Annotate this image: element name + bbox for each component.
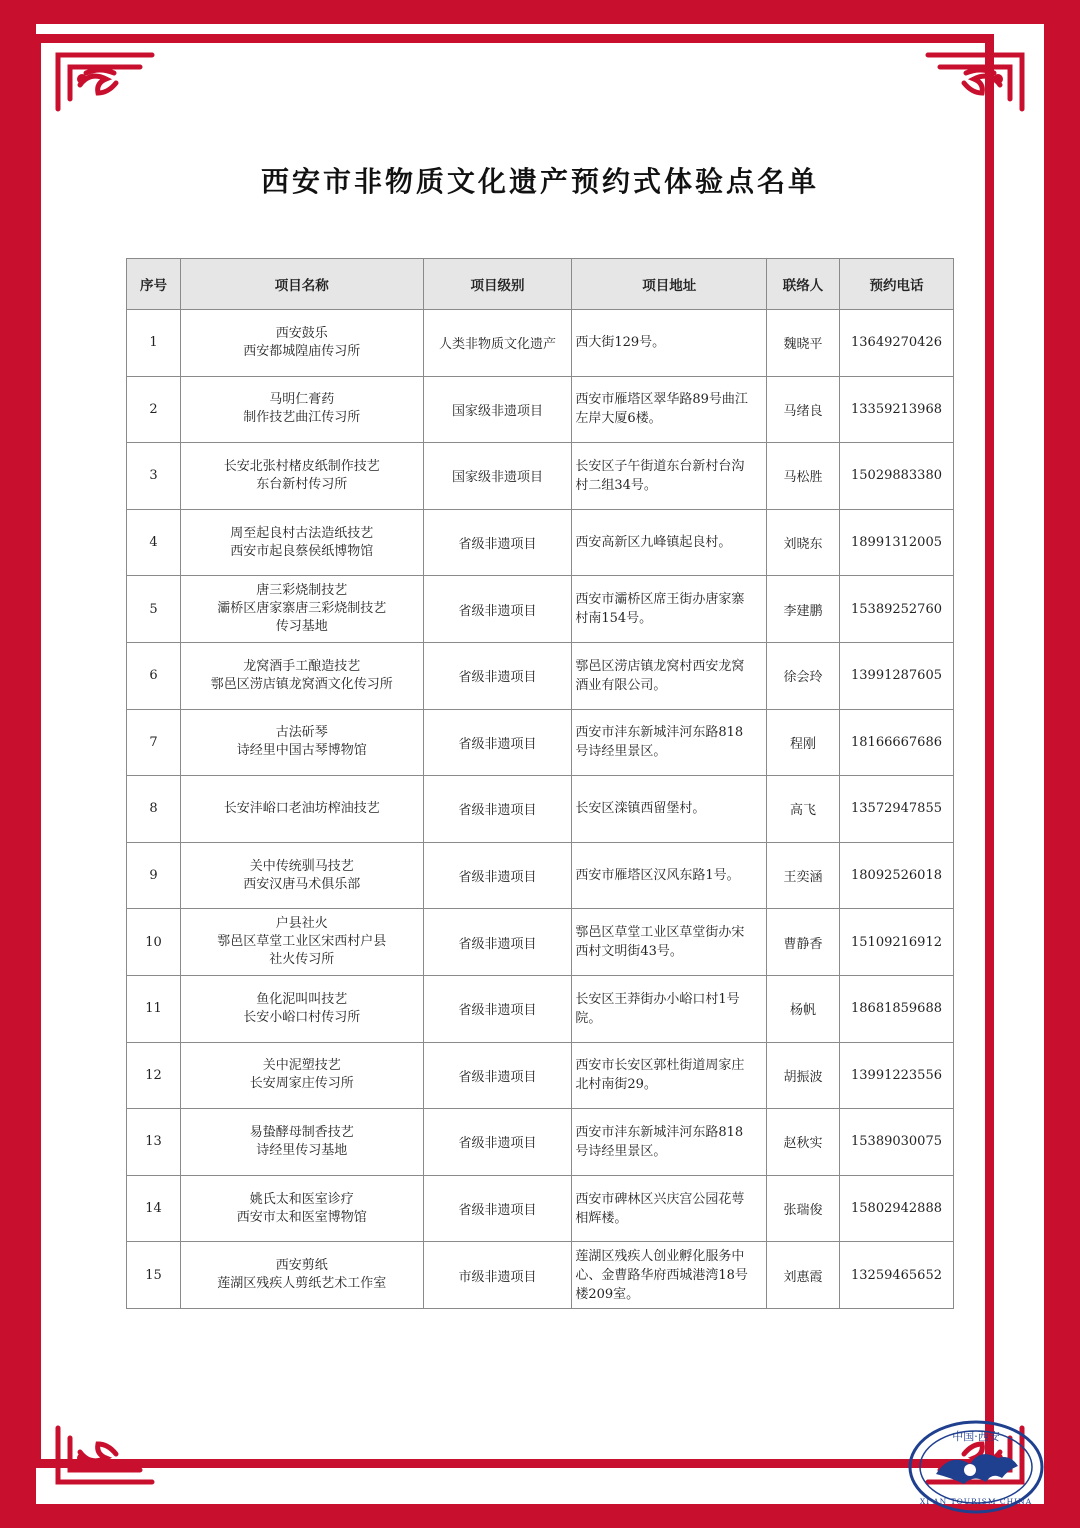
cell-name [180, 1042, 423, 1109]
cell-name-line: 龙窝酒手工酿造技艺 [243, 658, 361, 674]
cell-name-line: 西安鼓乐 [275, 325, 328, 341]
cell-name-line: 马明仁膏药 [269, 392, 335, 408]
cell-address-line: 左岸大厦6楼。 [575, 411, 662, 427]
cell-name-line: 唐三彩烧制技艺 [256, 583, 348, 599]
cell-level: 人类非物质文化遗产 [423, 310, 572, 377]
cell-contact: 赵秋实 [767, 1109, 840, 1176]
cell-address [572, 1042, 767, 1109]
cell-level: 省级非遗项目 [423, 509, 572, 576]
cell-address [572, 975, 767, 1042]
table-row [127, 1042, 954, 1109]
cell-name-line: 姚氏太和医室诊疗 [249, 1191, 354, 1207]
cell-contact: 马松胜 [767, 443, 840, 510]
corner-ornament-icon [52, 1422, 162, 1492]
cell-name-line: 诗经里传习基地 [256, 1142, 348, 1158]
cell-phone: 18991312005 [839, 509, 953, 576]
cell-name-line: 长安周家庄传习所 [249, 1076, 354, 1092]
cell-address-line: 西安高新区九峰镇起良村。 [575, 535, 732, 551]
cell-name-line: 西安剪纸 [275, 1258, 328, 1274]
cell-address [572, 310, 767, 377]
cell-contact: 魏晓平 [767, 310, 840, 377]
table-row [127, 1109, 954, 1176]
cell-phone: 13991287605 [839, 642, 953, 709]
cell-no: 10 [127, 909, 181, 976]
cell-contact: 王奕涵 [767, 842, 840, 909]
cell-address-line: 长安区滦镇西留堡村。 [575, 801, 706, 817]
cell-phone: 13649270426 [839, 310, 953, 377]
cell-name-line: 户县社火 [275, 916, 328, 932]
cell-address [572, 1242, 767, 1309]
cell-address-line: 心、金曹路华府西城港湾18号 [575, 1267, 748, 1283]
table-row [127, 509, 954, 576]
cell-level: 国家级非遗项目 [423, 376, 572, 443]
cell-name [180, 1109, 423, 1176]
cell-name-line: 传习基地 [275, 619, 328, 635]
cell-name-line: 灞桥区唐家寨唐三彩烧制技艺 [217, 601, 387, 617]
cell-address [572, 776, 767, 843]
cell-name-line: 易蛰酵母制香技艺 [249, 1124, 354, 1140]
cell-name-line: 制作技艺曲江传习所 [243, 410, 361, 426]
cell-name-line: 关中泥塑技艺 [262, 1058, 341, 1074]
cell-no: 7 [127, 709, 181, 776]
cell-contact: 胡振波 [767, 1042, 840, 1109]
cell-no: 14 [127, 1175, 181, 1242]
cell-name-line: 社火传习所 [269, 952, 335, 968]
table-row [127, 909, 954, 976]
cell-address-line: 西村文明街43号。 [575, 944, 683, 960]
cell-name-line: 周至起良村古法造纸技艺 [230, 525, 374, 541]
cell-address-line: 西安市长安区郭杜街道周家庄 [575, 1058, 745, 1074]
cell-address-line: 北村南街29。 [575, 1077, 657, 1093]
cell-name-line: 鄠邑区草堂工业区宋西村户县 [217, 934, 387, 950]
cell-address [572, 709, 767, 776]
table-row [127, 975, 954, 1042]
cell-address-line: 西安市灞桥区席王街办唐家寨 [575, 592, 745, 608]
cell-phone: 15802942888 [839, 1175, 953, 1242]
cell-name [180, 842, 423, 909]
cell-name [180, 509, 423, 576]
table-row [127, 1242, 954, 1309]
header-level: 项目级别 [423, 259, 572, 310]
stamp-text-bottom: XI'AN TOURISM CHINA [919, 1497, 1033, 1506]
cell-name [180, 975, 423, 1042]
cell-no: 12 [127, 1042, 181, 1109]
cell-name-line: 长安小峪口村传习所 [243, 1009, 361, 1025]
cell-contact: 曹静香 [767, 909, 840, 976]
xian-tourism-stamp-icon [906, 1418, 1046, 1516]
cell-no: 8 [127, 776, 181, 843]
cell-level: 省级非遗项目 [423, 909, 572, 976]
table-row [127, 443, 954, 510]
cell-address-line: 长安区子午街道东台新村台沟 [575, 458, 745, 474]
cell-address-line: 莲湖区残疾人创业孵化服务中 [575, 1248, 745, 1264]
cell-address-line: 相辉楼。 [575, 1210, 628, 1226]
cell-phone: 13572947855 [839, 776, 953, 843]
stamp-text-top: 中国·西安 [952, 1430, 1000, 1443]
cell-address [572, 376, 767, 443]
cell-address-line: 鄠邑区涝店镇龙窝村西安龙窝 [575, 658, 745, 674]
cell-address-line: 鄠邑区草堂工业区草堂街办宋 [575, 925, 745, 941]
cell-address [572, 842, 767, 909]
table-row [127, 310, 954, 377]
experience-sites-table [126, 258, 954, 1309]
cell-address-line: 楼209室。 [575, 1286, 640, 1302]
cell-name-line: 鄠邑区涝店镇龙窝酒文化传习所 [210, 676, 393, 692]
cell-level: 省级非遗项目 [423, 842, 572, 909]
cell-address [572, 509, 767, 576]
table-row [127, 576, 954, 643]
cell-no: 15 [127, 1242, 181, 1309]
cell-address [572, 576, 767, 643]
cell-no: 2 [127, 376, 181, 443]
cell-address [572, 642, 767, 709]
table-header-row [127, 259, 954, 310]
cell-address-line: 酒业有限公司。 [575, 677, 667, 693]
cell-address-line: 西安市沣东新城沣河东路818 [575, 725, 744, 741]
header-name: 项目名称 [180, 259, 423, 310]
table-row [127, 842, 954, 909]
cell-no: 4 [127, 509, 181, 576]
cell-level: 国家级非遗项目 [423, 443, 572, 510]
table-row [127, 709, 954, 776]
cell-phone: 15389030075 [839, 1109, 953, 1176]
cell-name [180, 776, 423, 843]
cell-address-line: 长安区王莽街办小峪口村1号 [575, 991, 740, 1007]
cell-phone: 18681859688 [839, 975, 953, 1042]
cell-contact: 马绪良 [767, 376, 840, 443]
table-row [127, 642, 954, 709]
cell-contact: 程刚 [767, 709, 840, 776]
cell-address-line: 号诗经里景区。 [575, 744, 667, 760]
cell-level: 省级非遗项目 [423, 709, 572, 776]
corner-ornament-icon [52, 45, 162, 115]
cell-no: 13 [127, 1109, 181, 1176]
cell-no: 5 [127, 576, 181, 643]
cell-contact: 徐会玲 [767, 642, 840, 709]
cell-level: 省级非遗项目 [423, 1175, 572, 1242]
cell-name-line: 东台新村传习所 [256, 476, 348, 492]
cell-contact: 李建鹏 [767, 576, 840, 643]
cell-contact: 高飞 [767, 776, 840, 843]
header-no: 序号 [127, 259, 181, 310]
cell-address-line: 西大街129号。 [575, 335, 666, 351]
cell-name [180, 909, 423, 976]
cell-phone: 15109216912 [839, 909, 953, 976]
corner-ornament-icon [918, 45, 1028, 115]
cell-name-line: 长安北张村楮皮纸制作技艺 [223, 458, 380, 474]
table-row [127, 776, 954, 843]
table-body [127, 310, 954, 1309]
cell-no: 3 [127, 443, 181, 510]
cell-contact: 张瑞俊 [767, 1175, 840, 1242]
cell-address-line: 村南154号。 [575, 611, 653, 627]
cell-name-line: 莲湖区残疾人剪纸艺术工作室 [217, 1276, 387, 1292]
cell-name-line: 关中传统驯马技艺 [249, 858, 354, 874]
cell-phone: 13991223556 [839, 1042, 953, 1109]
cell-address-line: 村二组34号。 [575, 477, 657, 493]
cell-address-line: 西安市沣东新城沣河东路818 [575, 1124, 744, 1140]
cell-contact: 刘晓东 [767, 509, 840, 576]
cell-level: 省级非遗项目 [423, 776, 572, 843]
header-phone: 预约电话 [839, 259, 953, 310]
cell-name-line: 西安市起良蔡侯纸博物馆 [230, 543, 374, 559]
cell-no: 9 [127, 842, 181, 909]
table-row [127, 376, 954, 443]
cell-name-line: 诗经里中国古琴博物馆 [236, 743, 367, 759]
cell-name [180, 310, 423, 377]
cell-no: 11 [127, 975, 181, 1042]
cell-name-line: 长安沣峪口老油坊榨油技艺 [223, 800, 380, 816]
cell-level: 市级非遗项目 [423, 1242, 572, 1309]
cell-phone: 15029883380 [839, 443, 953, 510]
cell-name-line: 西安都城隍庙传习所 [243, 343, 361, 359]
header-contact: 联络人 [767, 259, 840, 310]
header-address: 项目地址 [572, 259, 767, 310]
cell-name-line: 西安汉唐马术俱乐部 [243, 876, 361, 892]
cell-address-line: 西安市雁塔区翠华路89号曲江 [575, 392, 748, 408]
cell-address [572, 443, 767, 510]
cell-address-line: 院。 [575, 1010, 602, 1026]
cell-level: 省级非遗项目 [423, 642, 572, 709]
cell-name [180, 443, 423, 510]
cell-level: 省级非遗项目 [423, 1109, 572, 1176]
cell-phone: 13259465652 [839, 1242, 953, 1309]
cell-name-line: 鱼化泥叫叫技艺 [256, 991, 348, 1007]
cell-address [572, 1175, 767, 1242]
cell-name [180, 642, 423, 709]
cell-phone: 13359213968 [839, 376, 953, 443]
cell-phone: 18092526018 [839, 842, 953, 909]
cell-contact: 杨帆 [767, 975, 840, 1042]
cell-address-line: 西安市碑林区兴庆宫公园花萼 [575, 1191, 745, 1207]
cell-name-line: 西安市太和医室博物馆 [236, 1209, 367, 1225]
cell-contact: 刘惠霞 [767, 1242, 840, 1309]
cell-name [180, 376, 423, 443]
cell-name [180, 1242, 423, 1309]
cell-no: 6 [127, 642, 181, 709]
cell-level: 省级非遗项目 [423, 576, 572, 643]
cell-address [572, 1109, 767, 1176]
table-row [127, 1175, 954, 1242]
cell-phone: 15389252760 [839, 576, 953, 643]
cell-name [180, 1175, 423, 1242]
cell-name [180, 576, 423, 643]
page-title: 西安市非物质文化遗产预约式体验点名单 [260, 165, 819, 198]
cell-name [180, 709, 423, 776]
cell-address-line: 西安市雁塔区汉风东路1号。 [575, 868, 740, 884]
cell-address [572, 909, 767, 976]
cell-address-line: 号诗经里景区。 [575, 1143, 667, 1159]
cell-phone: 18166667686 [839, 709, 953, 776]
cell-no: 1 [127, 310, 181, 377]
cell-name-line: 古法斫琴 [275, 725, 328, 741]
cell-level: 省级非遗项目 [423, 975, 572, 1042]
cell-level: 省级非遗项目 [423, 1042, 572, 1109]
